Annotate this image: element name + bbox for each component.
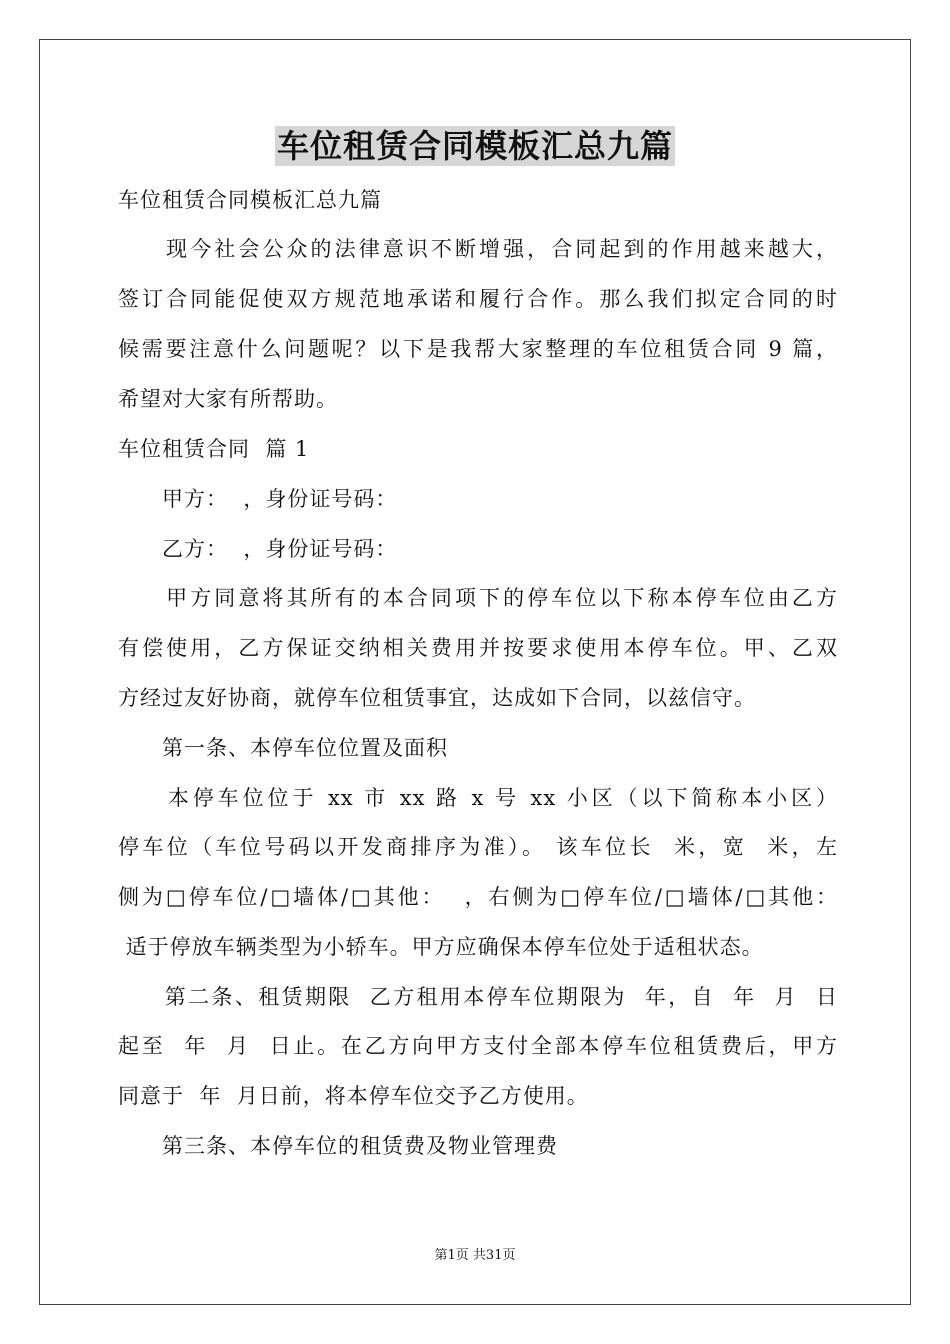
text-line: 现今社会公众的法律意识不断增强，合同起到的作用越来越大， xyxy=(118,237,838,261)
page-border xyxy=(39,39,911,1305)
text-line: 签订合同能促使双方规范地承诺和履行合作。那么我们拟定合同的时 xyxy=(118,287,838,311)
text-line: 停车位（车位号码以开发商排序为准）。 该车位长 米，宽 米，左 xyxy=(118,835,838,859)
document-title: 车位租赁合同模板汇总九篇 xyxy=(276,127,673,165)
article-heading: 第一条、本停车位位置及面积 xyxy=(118,736,448,760)
text-line: 甲方同意将其所有的本合同项下的停车位以下称本停车位由乙方 xyxy=(118,586,838,610)
section-heading: 车位租赁合同 篇 1 xyxy=(118,437,310,461)
page-footer: 第1页 共31页 xyxy=(434,1248,516,1263)
article-heading: 第三条、本停车位的租赁费及物业管理费 xyxy=(118,1134,558,1158)
text-line: 甲方： ，身份证号码： xyxy=(118,487,398,511)
title-container xyxy=(0,126,950,166)
text-line: 起至 年 月 日止。在乙方向甲方支付全部本停车位租赁费后，甲方 xyxy=(118,1034,838,1058)
text-line: 适于停放车辆类型为小轿车。甲方应确保本停车位处于适租状态。 xyxy=(118,935,764,959)
text-line: 同意于 年 月日前，将本停车位交予乙方使用。 xyxy=(118,1084,589,1108)
text-line: 第二条、租赁期限 乙方租用本停车位期限为 年，自 年 月 日 xyxy=(118,985,838,1009)
text-line: 侧为□停车位/□墙体/□其他： ，右侧为□停车位/□墙体/□其他： xyxy=(118,885,838,909)
text-line: 希望对大家有所帮助。 xyxy=(118,387,338,411)
text-line: 乙方： ，身份证号码： xyxy=(118,537,398,561)
text-line: 车位租赁合同模板汇总九篇 xyxy=(118,188,382,212)
text-line: 本停车位位于 xx 市 xx 路 x 号 xx 小区（以下简称本小区） xyxy=(118,786,838,810)
text-line: 方经过友好协商，就停车位租赁事宜，达成如下合同，以兹信守。 xyxy=(118,686,756,710)
text-line: 有偿使用，乙方保证交纳相关费用并按要求使用本停车位。甲、乙双 xyxy=(118,636,838,660)
text-line: 候需要注意什么问题呢？以下是我帮大家整理的车位租赁合同 9 篇， xyxy=(118,337,838,361)
